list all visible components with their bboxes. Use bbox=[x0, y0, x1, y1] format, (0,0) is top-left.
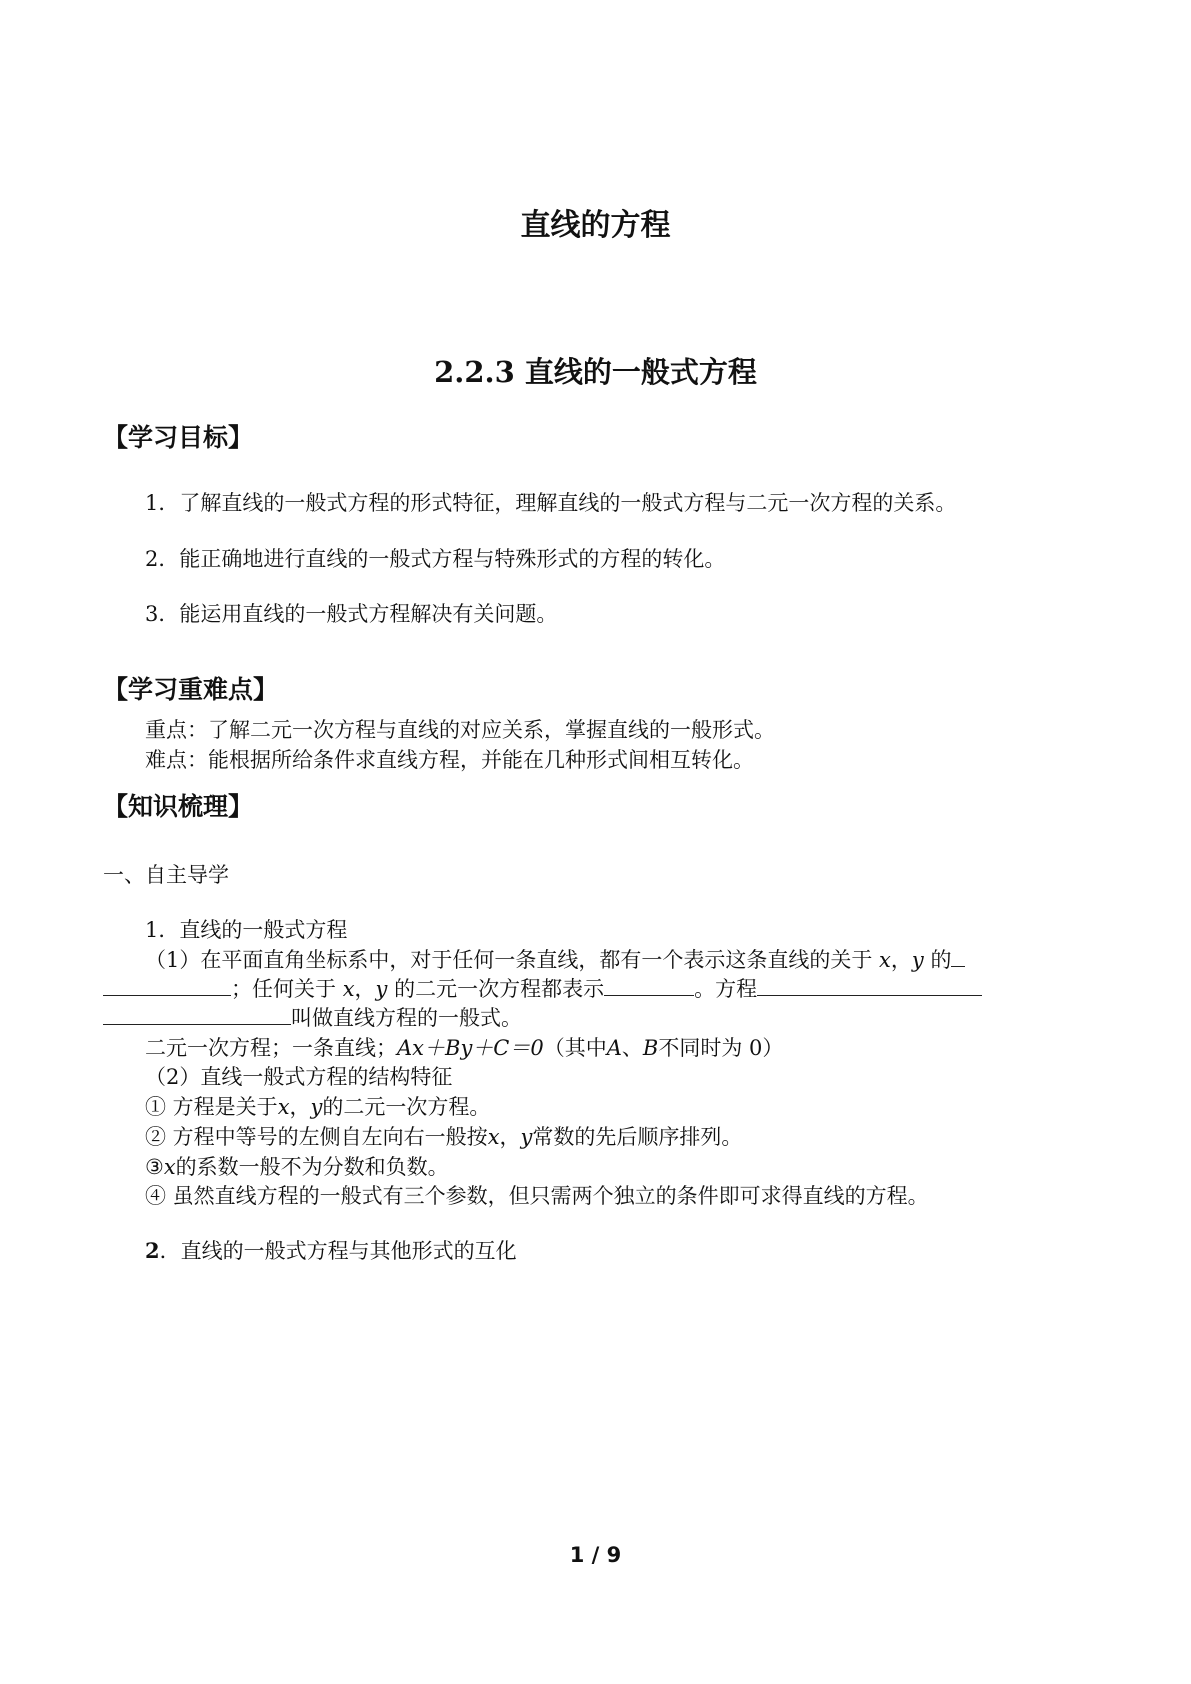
var-y: y bbox=[310, 1095, 323, 1119]
q1-text-a: （1）在平面直角坐标系中，对于任何一条直线，都有一个表示这条直线的关于 bbox=[145, 948, 873, 972]
goal-item-2: 2．能正确地进行直线的一般式方程与特殊形式的方程的转化。 bbox=[145, 547, 726, 571]
question-1-line-2 bbox=[103, 973, 982, 1003]
difficulty-point: 难点：能根据所给条件求直线方程，并能在几种形式间相互转化。 bbox=[145, 748, 754, 772]
answer-text-b: （其中 bbox=[543, 1036, 607, 1060]
fill-blank-1a[interactable] bbox=[951, 944, 965, 967]
q1-text-b: 的 bbox=[930, 948, 952, 972]
var-y: y bbox=[911, 948, 924, 972]
q1-text-d: 的二元一次方程都表示 bbox=[394, 977, 605, 1001]
f3-text-a: ③ bbox=[145, 1155, 164, 1179]
q1-text-f: 叫做直线方程的一般式。 bbox=[291, 1006, 522, 1030]
var-x: x bbox=[879, 948, 891, 972]
q1-text-e: 。方程 bbox=[694, 977, 758, 1001]
q1-sep: ， bbox=[890, 948, 912, 972]
f2-text-b: 常数的先后顺序排列。 bbox=[532, 1125, 743, 1149]
fill-blank-3a[interactable] bbox=[757, 973, 982, 996]
document-title: 直线的方程 bbox=[520, 208, 671, 243]
f2-sep: ， bbox=[499, 1125, 521, 1149]
var-B: B bbox=[642, 1036, 659, 1060]
var-x: x bbox=[163, 1155, 176, 1179]
var-x: x bbox=[487, 1125, 500, 1149]
f1-text-b: 的二元一次方程。 bbox=[322, 1095, 491, 1119]
question-2: （2）直线一般式方程的结构特征 bbox=[145, 1065, 453, 1089]
f1-sep: ， bbox=[289, 1095, 311, 1119]
goals-heading: 【学习目标】 bbox=[103, 423, 254, 452]
var-x: x bbox=[277, 1095, 290, 1119]
item2-text: ．直线的一般式方程与其他形式的互化 bbox=[159, 1239, 517, 1263]
general-equation: Ax＋By＋C＝0 bbox=[397, 1036, 544, 1060]
feature-1 bbox=[145, 1091, 490, 1121]
answer-text-a: 二元一次方程；一条直线； bbox=[145, 1036, 397, 1060]
var-A: A bbox=[606, 1036, 622, 1060]
f2-text-a: ② 方程中等号的左侧自左向右一般按 bbox=[145, 1125, 488, 1149]
feature-2 bbox=[145, 1121, 742, 1151]
q1-sep: ， bbox=[354, 977, 376, 1001]
key-point: 重点：了解二元一次方程与直线的对应关系，掌握直线的一般形式。 bbox=[145, 718, 775, 742]
var-x: x bbox=[342, 977, 355, 1001]
feature-4: ④ 虽然直线方程的一般式有三个参数，但只需两个独立的条件即可求得直线的方程。 bbox=[145, 1184, 929, 1208]
section-subtitle: 2.2.3 直线的一般式方程 bbox=[434, 355, 757, 389]
fill-blank-3b[interactable] bbox=[103, 1002, 291, 1025]
question-1-line-1 bbox=[145, 944, 965, 974]
answer-line bbox=[145, 1032, 783, 1062]
part-heading: 一、自主导学 bbox=[103, 863, 229, 887]
page-number: 1 / 9 bbox=[569, 1543, 622, 1567]
fill-blank-2[interactable] bbox=[604, 973, 694, 996]
item2-number: 2 bbox=[145, 1238, 160, 1263]
f3-text-b: 的系数一般不为分数和负数。 bbox=[175, 1155, 449, 1179]
item2-title bbox=[145, 1235, 517, 1265]
q1-text-c: ；任何关于 bbox=[231, 977, 336, 1001]
goal-item-1: 1．了解直线的一般式方程的形式特征，理解直线的一般式方程与二元一次方程的关系。 bbox=[145, 491, 957, 515]
var-y: y bbox=[375, 977, 388, 1001]
feature-3 bbox=[145, 1151, 449, 1181]
f1-text-a: ① 方程是关于 bbox=[145, 1095, 278, 1119]
knowledge-heading: 【知识梳理】 bbox=[103, 792, 254, 821]
keypoints-heading: 【学习重难点】 bbox=[103, 675, 279, 704]
var-y: y bbox=[520, 1125, 533, 1149]
item1-title: 1．直线的一般式方程 bbox=[145, 918, 348, 942]
fill-blank-1b[interactable] bbox=[103, 973, 231, 996]
question-1-line-3 bbox=[103, 1002, 522, 1032]
answer-text-c: 不同时为 0） bbox=[658, 1036, 784, 1060]
goal-item-3: 3．能运用直线的一般式方程解决有关问题。 bbox=[145, 602, 558, 626]
answer-sep: 、 bbox=[621, 1036, 643, 1060]
